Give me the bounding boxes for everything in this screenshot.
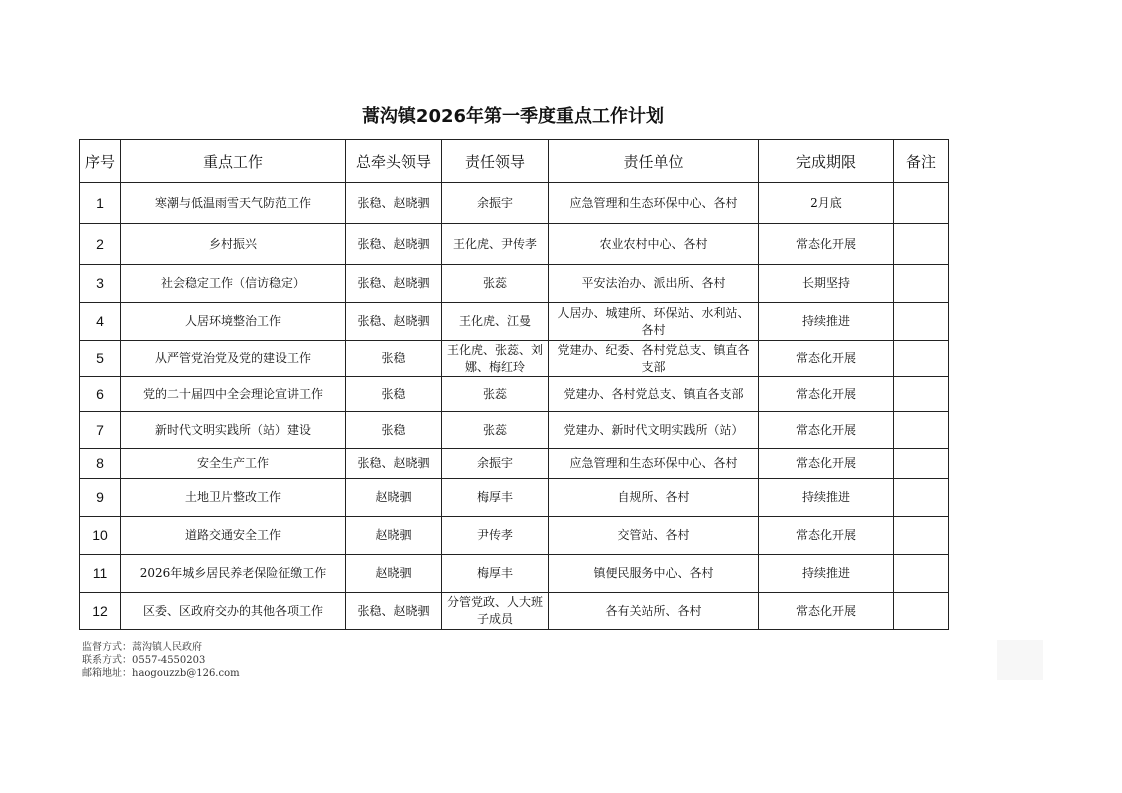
cell-key-work: 区委、区政府交办的其他各项工作 bbox=[121, 593, 346, 630]
table-row bbox=[80, 593, 949, 630]
cell-responsible-leader: 梅厚丰 bbox=[442, 555, 549, 593]
cell-key-work: 寒潮与低温雨雪天气防范工作 bbox=[121, 183, 346, 224]
cell-deadline: 持续推进 bbox=[759, 555, 894, 593]
cell-deadline: 常态化开展 bbox=[759, 517, 894, 555]
cell-remarks bbox=[894, 265, 949, 303]
cell-deadline: 长期坚持 bbox=[759, 265, 894, 303]
cell-responsible-leader: 张蕊 bbox=[442, 265, 549, 303]
table-row bbox=[80, 377, 949, 412]
cell-lead-leader: 赵晓驷 bbox=[346, 479, 442, 517]
table-row bbox=[80, 265, 949, 303]
cell-lead-leader: 张稳 bbox=[346, 377, 442, 412]
cell-key-work: 社会稳定工作（信访稳定） bbox=[121, 265, 346, 303]
table-header-row bbox=[80, 140, 949, 183]
table-row bbox=[80, 449, 949, 479]
cell-deadline: 常态化开展 bbox=[759, 224, 894, 265]
cell-remarks bbox=[894, 377, 949, 412]
cell-lead-leader: 张稳、赵晓驷 bbox=[346, 183, 442, 224]
header-seq: 序号 bbox=[80, 140, 121, 183]
table-row bbox=[80, 517, 949, 555]
cell-deadline: 常态化开展 bbox=[759, 377, 894, 412]
cell-responsible-leader: 王化虎、尹传孝 bbox=[442, 224, 549, 265]
cell-lead-leader: 张稳、赵晓驷 bbox=[346, 593, 442, 630]
cell-responsible-leader: 张蕊 bbox=[442, 377, 549, 412]
cell-responsible-unit: 各有关站所、各村 bbox=[549, 593, 759, 630]
cell-lead-leader: 张稳、赵晓驷 bbox=[346, 449, 442, 479]
cell-responsible-unit: 镇便民服务中心、各村 bbox=[549, 555, 759, 593]
cell-responsible-unit: 党建办、新时代文明实践所（站） bbox=[549, 412, 759, 449]
cell-remarks bbox=[894, 479, 949, 517]
table-row bbox=[80, 303, 949, 341]
cell-lead-leader: 赵晓驷 bbox=[346, 517, 442, 555]
cell-responsible-leader: 王化虎、江曼 bbox=[442, 303, 549, 341]
cell-responsible-unit: 应急管理和生态环保中心、各村 bbox=[549, 449, 759, 479]
cell-remarks bbox=[894, 449, 949, 479]
cell-responsible-leader: 余振宇 bbox=[442, 449, 549, 479]
cell-remarks bbox=[894, 517, 949, 555]
cell-seq: 4 bbox=[80, 303, 121, 341]
cell-lead-leader: 张稳、赵晓驷 bbox=[346, 265, 442, 303]
cell-seq: 3 bbox=[80, 265, 121, 303]
cell-deadline: 常态化开展 bbox=[759, 449, 894, 479]
cell-seq: 12 bbox=[80, 593, 121, 630]
cell-seq: 8 bbox=[80, 449, 121, 479]
cell-seq: 6 bbox=[80, 377, 121, 412]
cell-key-work: 新时代文明实践所（站）建设 bbox=[121, 412, 346, 449]
footer-contact-phone: 联系方式：0557-4550203 bbox=[82, 655, 206, 666]
cell-lead-leader: 张稳、赵晓驷 bbox=[346, 303, 442, 341]
cell-deadline: 持续推进 bbox=[759, 303, 894, 341]
table-row bbox=[80, 479, 949, 517]
table-row bbox=[80, 341, 949, 377]
cell-responsible-leader: 余振宇 bbox=[442, 183, 549, 224]
cell-remarks bbox=[894, 341, 949, 377]
cell-key-work: 人居环境整治工作 bbox=[121, 303, 346, 341]
cell-seq: 10 bbox=[80, 517, 121, 555]
work-plan-table bbox=[79, 139, 949, 630]
page-corner-mark bbox=[997, 640, 1043, 680]
cell-key-work: 2026年城乡居民养老保险征缴工作 bbox=[121, 555, 346, 593]
table-row bbox=[80, 224, 949, 265]
cell-remarks bbox=[894, 412, 949, 449]
cell-remarks bbox=[894, 303, 949, 341]
cell-lead-leader: 张稳 bbox=[346, 412, 442, 449]
cell-responsible-unit: 人居办、城建所、环保站、水利站、各村 bbox=[549, 303, 759, 341]
cell-key-work: 道路交通安全工作 bbox=[121, 517, 346, 555]
page-title: 蒿沟镇2026年第一季度重点工作计划 bbox=[361, 106, 665, 127]
cell-remarks bbox=[894, 593, 949, 630]
cell-lead-leader: 张稳、赵晓驷 bbox=[346, 224, 442, 265]
cell-remarks bbox=[894, 224, 949, 265]
cell-responsible-unit: 党建办、纪委、各村党总支、镇直各支部 bbox=[549, 341, 759, 377]
cell-deadline: 常态化开展 bbox=[759, 593, 894, 630]
header-remarks: 备注 bbox=[894, 140, 949, 183]
header-responsible-unit: 责任单位 bbox=[549, 140, 759, 183]
cell-responsible-unit: 农业农村中心、各村 bbox=[549, 224, 759, 265]
cell-seq: 11 bbox=[80, 555, 121, 593]
cell-key-work: 从严管党治党及党的建设工作 bbox=[121, 341, 346, 377]
cell-responsible-unit: 平安法治办、派出所、各村 bbox=[549, 265, 759, 303]
footer-supervision: 监督方式：蒿沟镇人民政府 bbox=[82, 642, 202, 653]
cell-responsible-leader: 尹传孝 bbox=[442, 517, 549, 555]
cell-key-work: 土地卫片整改工作 bbox=[121, 479, 346, 517]
cell-deadline: 2月底 bbox=[759, 183, 894, 224]
cell-lead-leader: 赵晓驷 bbox=[346, 555, 442, 593]
footer-contact-info bbox=[82, 641, 240, 680]
cell-responsible-unit: 自规所、各村 bbox=[549, 479, 759, 517]
cell-deadline: 常态化开展 bbox=[759, 341, 894, 377]
header-responsible-leader: 责任领导 bbox=[442, 140, 549, 183]
cell-deadline: 常态化开展 bbox=[759, 412, 894, 449]
table-row bbox=[80, 412, 949, 449]
cell-key-work: 安全生产工作 bbox=[121, 449, 346, 479]
cell-seq: 5 bbox=[80, 341, 121, 377]
cell-responsible-leader: 分管党政、人大班子成员 bbox=[442, 593, 549, 630]
table-row bbox=[80, 555, 949, 593]
cell-lead-leader: 张稳 bbox=[346, 341, 442, 377]
cell-seq: 2 bbox=[80, 224, 121, 265]
cell-deadline: 持续推进 bbox=[759, 479, 894, 517]
cell-seq: 7 bbox=[80, 412, 121, 449]
cell-responsible-unit: 党建办、各村党总支、镇直各支部 bbox=[549, 377, 759, 412]
cell-responsible-unit: 应急管理和生态环保中心、各村 bbox=[549, 183, 759, 224]
footer-email: 邮箱地址：haogouzzb@126.com bbox=[82, 668, 240, 679]
cell-seq: 9 bbox=[80, 479, 121, 517]
cell-responsible-leader: 张蕊 bbox=[442, 412, 549, 449]
header-deadline: 完成期限 bbox=[759, 140, 894, 183]
cell-key-work: 乡村振兴 bbox=[121, 224, 346, 265]
header-key-work: 重点工作 bbox=[121, 140, 346, 183]
header-lead-leader: 总牵头领导 bbox=[346, 140, 442, 183]
cell-responsible-leader: 梅厚丰 bbox=[442, 479, 549, 517]
cell-responsible-unit: 交管站、各村 bbox=[549, 517, 759, 555]
cell-seq: 1 bbox=[80, 183, 121, 224]
cell-responsible-leader: 王化虎、张蕊、刘娜、梅红玲 bbox=[442, 341, 549, 377]
cell-remarks bbox=[894, 183, 949, 224]
cell-remarks bbox=[894, 555, 949, 593]
table-row bbox=[80, 183, 949, 224]
cell-key-work: 党的二十届四中全会理论宣讲工作 bbox=[121, 377, 346, 412]
